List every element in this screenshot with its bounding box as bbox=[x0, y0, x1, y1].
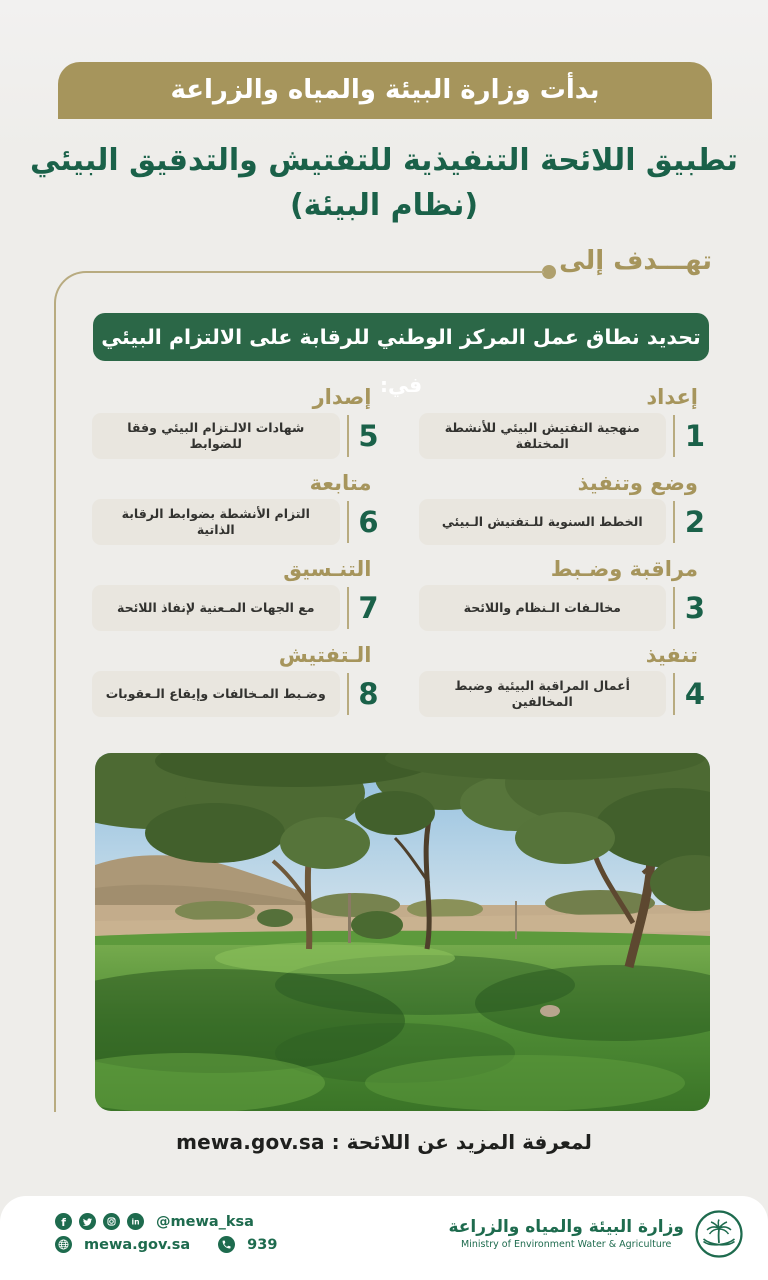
aims-label: تهـــدف إلى bbox=[559, 246, 712, 276]
svg-text:in: in bbox=[131, 1217, 140, 1227]
facebook-icon[interactable] bbox=[55, 1213, 72, 1230]
ministry-name-arabic: وزارة البيئة والمياه والزراعة bbox=[448, 1217, 684, 1238]
item-row bbox=[419, 585, 709, 631]
landscape-photo-art bbox=[95, 753, 710, 1111]
social-row-1 bbox=[55, 1213, 277, 1230]
item-text-box bbox=[419, 413, 667, 459]
globe-icon bbox=[55, 1236, 72, 1253]
item-row bbox=[92, 499, 382, 545]
item-number: 4 bbox=[684, 677, 706, 711]
item-text-box bbox=[92, 671, 340, 717]
saudi-emblem-icon bbox=[694, 1209, 744, 1259]
item-divider bbox=[347, 587, 349, 629]
item-header: متابعة bbox=[309, 471, 372, 495]
item-header: مراقبة وضـبط bbox=[550, 557, 698, 581]
item-text: أعمال المراقبة البيئية وضبط المخالفين bbox=[454, 677, 630, 709]
scope-item bbox=[92, 471, 382, 545]
item-text-box bbox=[419, 671, 667, 717]
scope-item bbox=[92, 557, 382, 631]
item-number: 8 bbox=[358, 677, 379, 711]
item-header: إصدار bbox=[312, 385, 372, 409]
item-row bbox=[419, 671, 709, 717]
page-title-line2: (نظام البيئة) bbox=[289, 188, 479, 223]
footer-bar bbox=[0, 1196, 768, 1280]
page-title bbox=[0, 138, 768, 228]
scope-banner: تحديد نطاق عمل المركز الوطني للرقابة على الالتزام البيئي في: bbox=[93, 313, 709, 361]
ministry-name-english: Ministry of Environment Water & Agriculture bbox=[461, 1239, 672, 1251]
item-text: مع الجهات المـعنية لإنفاذ اللائحة bbox=[117, 599, 315, 615]
item-number: 6 bbox=[358, 505, 379, 539]
ministry-name bbox=[448, 1216, 684, 1251]
item-row bbox=[92, 413, 382, 459]
more-info-line bbox=[0, 1130, 768, 1154]
scope-item bbox=[419, 471, 709, 545]
item-row bbox=[92, 585, 382, 631]
scope-item bbox=[92, 385, 382, 459]
scope-item bbox=[419, 385, 709, 459]
ministry-logo-block bbox=[448, 1209, 744, 1259]
item-header: الـتفتيش bbox=[278, 643, 372, 667]
social-block bbox=[55, 1213, 277, 1253]
item-number: 3 bbox=[684, 591, 706, 625]
item-divider bbox=[347, 415, 349, 457]
svg-text:f: f bbox=[61, 1215, 66, 1229]
instagram-icon[interactable] bbox=[103, 1213, 120, 1230]
items-column-left bbox=[92, 385, 382, 717]
item-divider bbox=[673, 673, 675, 715]
item-text: شهادات الالـتزام البيئي وفقا للضوابط bbox=[127, 419, 305, 451]
item-divider bbox=[673, 587, 675, 629]
scope-item bbox=[419, 557, 709, 631]
item-row bbox=[419, 413, 709, 459]
item-text-box bbox=[419, 499, 667, 545]
page-title-line1: تطبيق اللائحة التنفيذية للتفتيش والتدقيق البيئي bbox=[30, 143, 738, 178]
item-divider bbox=[347, 501, 349, 543]
social-row-2 bbox=[55, 1236, 277, 1253]
item-number: 2 bbox=[684, 505, 706, 539]
footer-phone[interactable]: 939 bbox=[247, 1236, 278, 1253]
item-divider bbox=[673, 501, 675, 543]
item-text: منهجية التفتيش البيئي للأنشطة المختلفة bbox=[444, 419, 640, 451]
item-number: 1 bbox=[684, 419, 706, 453]
item-text-box bbox=[92, 499, 340, 545]
top-banner: بدأت وزارة البيئة والمياه والزراعة bbox=[58, 62, 712, 119]
item-header: إعداد bbox=[646, 385, 698, 409]
item-text-box bbox=[92, 585, 340, 631]
item-header: وضع وتنفيذ bbox=[577, 471, 698, 495]
item-divider bbox=[347, 673, 349, 715]
item-row bbox=[92, 671, 382, 717]
landscape-photo bbox=[95, 753, 710, 1111]
more-info-url[interactable]: mewa.gov.sa bbox=[176, 1130, 325, 1154]
more-info-label: لمعرفة المزيد عن اللائحة : bbox=[331, 1130, 592, 1154]
items-column-right bbox=[419, 385, 709, 717]
social-handle[interactable]: @mewa_ksa bbox=[156, 1213, 254, 1230]
phone-icon bbox=[218, 1236, 235, 1253]
item-header: التنـسيق bbox=[283, 557, 372, 581]
scope-item bbox=[92, 643, 382, 717]
item-row bbox=[419, 499, 709, 545]
item-text: التزام الأنشطة بضوابط الرقابة الذاتية bbox=[121, 505, 310, 537]
item-text-box bbox=[419, 585, 667, 631]
item-text-box bbox=[92, 413, 340, 459]
footer-website[interactable]: mewa.gov.sa bbox=[84, 1236, 191, 1253]
item-text: الخطط السنوية للـتفتيش الـبيئي bbox=[441, 513, 643, 529]
twitter-icon[interactable] bbox=[79, 1213, 96, 1230]
aims-dot-decoration bbox=[542, 265, 556, 279]
scope-item bbox=[419, 643, 709, 717]
item-divider bbox=[673, 415, 675, 457]
item-number: 5 bbox=[358, 419, 379, 453]
item-header: تنفيذ bbox=[645, 643, 698, 667]
item-text: وضـبط المـخالفات وإيقاع الـعقوبات bbox=[105, 685, 326, 701]
linkedin-icon[interactable] bbox=[127, 1213, 144, 1230]
scope-items-grid bbox=[92, 385, 708, 717]
item-number: 7 bbox=[358, 591, 379, 625]
item-text: مخالـفات الـنظام واللائحة bbox=[463, 599, 621, 615]
